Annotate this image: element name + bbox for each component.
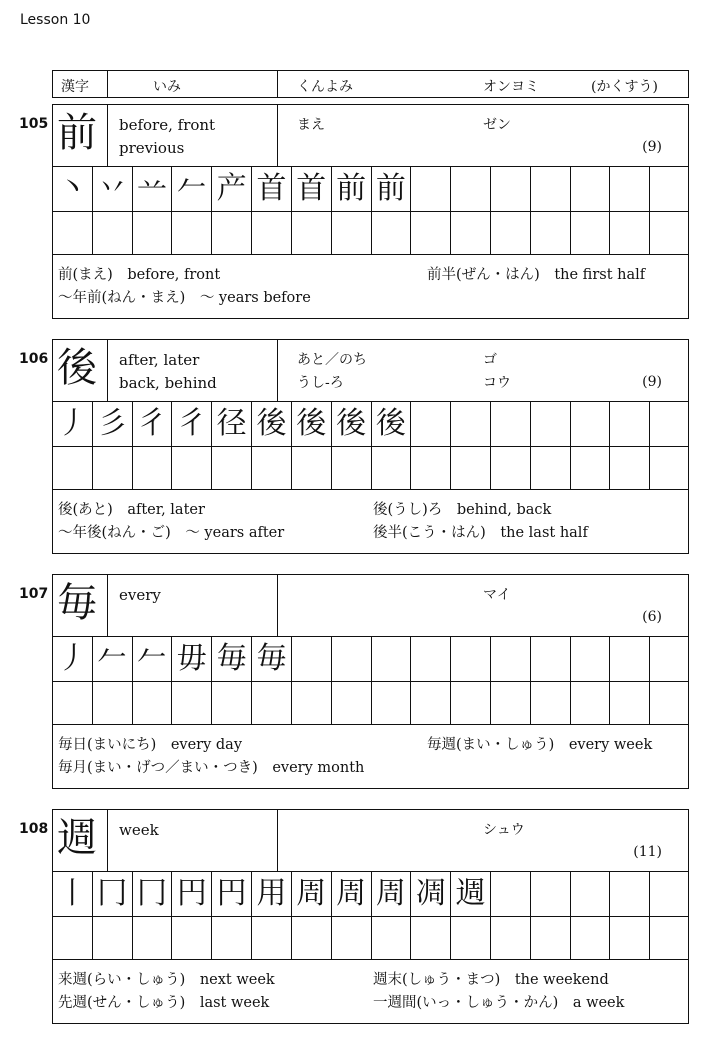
examples-box [52, 490, 689, 554]
stroke-order-cell [571, 402, 611, 446]
stroke-order-cell [610, 167, 650, 211]
practice-cell [650, 211, 690, 255]
practice-cell [172, 916, 212, 960]
practice-cell [212, 681, 252, 725]
stroke-order-cell: 後 [332, 402, 372, 446]
practice-cell [372, 681, 412, 725]
practice-cell [93, 446, 133, 490]
practice-row [53, 402, 688, 446]
practice-row [53, 446, 688, 490]
onyomi-reading [483, 349, 511, 395]
practice-row [53, 872, 688, 916]
onyomi-line: ゼン [483, 117, 511, 133]
stroke-order-cell: 𠂉 [133, 637, 173, 681]
practice-cell [531, 681, 571, 725]
practice-cell [610, 446, 650, 490]
practice-cell [451, 681, 491, 725]
stroke-order-cell: 𠂉 [93, 637, 133, 681]
kunyomi-line: まえ [297, 117, 325, 133]
stroke-order-cell: 周 [332, 872, 372, 916]
stroke-order-cell: 径 [212, 402, 252, 446]
example-item: 毎月(まい・げつ／まい・つき) every month [58, 760, 365, 776]
meaning-line: after, later [119, 351, 200, 369]
entry-info-box [52, 339, 689, 402]
meaning-line: back, behind [119, 374, 217, 392]
meaning-line: every [119, 586, 161, 604]
stroke-order-cell [491, 167, 531, 211]
stroke-order-cell [451, 167, 491, 211]
practice-cell [292, 916, 332, 960]
meaning-line: before, front [119, 116, 216, 134]
divider [107, 810, 108, 871]
stroke-practice-grid [52, 872, 689, 960]
onyomi-reading [483, 584, 511, 607]
practice-row [53, 211, 688, 255]
stroke-order-cell [610, 402, 650, 446]
practice-cell [292, 681, 332, 725]
practice-cell [372, 916, 412, 960]
entry-number: 105 [19, 116, 49, 132]
example-item: 毎日(まいにち) every day [58, 737, 243, 753]
practice-cell [212, 446, 252, 490]
stroke-order-cell: 丷 [93, 167, 133, 211]
row-divider [53, 446, 688, 447]
practice-cell [53, 446, 93, 490]
practice-cell [411, 446, 451, 490]
stroke-order-cell [531, 637, 571, 681]
header-kanji: 漢字 [61, 79, 89, 95]
stroke-order-cell [531, 872, 571, 916]
stroke-order-cell: 产 [212, 167, 252, 211]
divider [277, 71, 278, 97]
examples-box [52, 725, 689, 789]
practice-cell [610, 916, 650, 960]
practice-cell [491, 916, 531, 960]
stroke-order-cell: 丶 [53, 167, 93, 211]
kanji-character: 後 [57, 345, 97, 391]
meaning [119, 349, 217, 395]
stroke-order-cell: 前 [332, 167, 372, 211]
practice-cell [650, 446, 690, 490]
stroke-order-cell [571, 167, 611, 211]
practice-cell [212, 916, 252, 960]
example-item: 〜年後(ねん・ご) 〜 years after [58, 525, 285, 541]
practice-cell [332, 916, 372, 960]
kanji-character: 毎 [57, 580, 97, 626]
stroke-order-cell: 丨 [53, 872, 93, 916]
stroke-order-cell: 凋 [411, 872, 451, 916]
kanji-character: 週 [57, 815, 97, 861]
practice-cell [491, 681, 531, 725]
practice-cell [93, 211, 133, 255]
stroke-order-cell [491, 637, 531, 681]
column-header [52, 70, 689, 98]
practice-cell [93, 916, 133, 960]
practice-cell [411, 916, 451, 960]
example-item: 前(まえ) before, front [58, 267, 221, 283]
practice-cell [172, 681, 212, 725]
stroke-order-cell: 周 [372, 872, 412, 916]
example-item: 〜年前(ねん・まえ) 〜 years before [58, 290, 311, 306]
practice-cell [451, 446, 491, 490]
divider [277, 575, 278, 636]
stroke-order-cell: 後 [372, 402, 412, 446]
stroke-order-cell [571, 637, 611, 681]
practice-cell [451, 211, 491, 255]
stroke-order-cell [650, 167, 690, 211]
stroke-order-cell: 後 [252, 402, 292, 446]
kanji-character: 前 [57, 110, 97, 156]
practice-cell [372, 446, 412, 490]
divider [277, 810, 278, 871]
practice-cell [531, 446, 571, 490]
stroke-count: (11) [633, 844, 662, 860]
stroke-order-cell: 首 [292, 167, 332, 211]
row-divider [53, 916, 688, 917]
divider [277, 340, 278, 401]
stroke-order-cell [650, 402, 690, 446]
stroke-order-cell [411, 637, 451, 681]
row-divider [53, 211, 688, 212]
header-imi: いみ [153, 79, 181, 95]
stroke-count: (9) [642, 374, 662, 390]
entry-number: 107 [19, 586, 49, 602]
practice-cell [571, 211, 611, 255]
divider [107, 340, 108, 401]
kunyomi-reading [297, 349, 367, 395]
onyomi-line: コウ [483, 375, 511, 391]
stroke-order-cell: 毎 [252, 637, 292, 681]
practice-cell [571, 916, 611, 960]
stroke-order-cell [411, 167, 451, 211]
kunyomi-line: うし-ろ [297, 375, 344, 391]
practice-cell [491, 446, 531, 490]
stroke-order-cell: 前 [372, 167, 412, 211]
stroke-count: (9) [642, 139, 662, 155]
divider [107, 71, 108, 97]
entry-info-box [52, 809, 689, 872]
stroke-count: (6) [642, 609, 662, 625]
meaning [119, 114, 215, 160]
practice-cell [172, 446, 212, 490]
stroke-order-cell: 円 [172, 872, 212, 916]
practice-cell [292, 446, 332, 490]
practice-row [53, 167, 688, 211]
stroke-order-cell: 用 [252, 872, 292, 916]
stroke-order-cell [491, 402, 531, 446]
practice-cell [93, 681, 133, 725]
stroke-order-cell [531, 167, 571, 211]
header-kunyomi: くんよみ [297, 79, 353, 95]
stroke-order-cell: 毎 [212, 637, 252, 681]
example-item: 週末(しゅう・まつ) the weekend [373, 972, 609, 988]
practice-row [53, 637, 688, 681]
entry-info-box [52, 574, 689, 637]
onyomi-line: シュウ [483, 822, 525, 838]
stroke-order-cell: 周 [292, 872, 332, 916]
stroke-order-cell [610, 872, 650, 916]
practice-cell [53, 916, 93, 960]
practice-cell [531, 211, 571, 255]
kunyomi-reading [297, 114, 325, 137]
stroke-practice-grid [52, 402, 689, 490]
stroke-order-cell [491, 872, 531, 916]
practice-cell [650, 916, 690, 960]
entry-info-box [52, 104, 689, 167]
practice-cell [610, 681, 650, 725]
stroke-order-cell [650, 637, 690, 681]
practice-cell [332, 211, 372, 255]
stroke-order-cell [411, 402, 451, 446]
lesson-title: Lesson 10 [20, 12, 91, 28]
row-divider [53, 681, 688, 682]
stroke-order-cell [451, 402, 491, 446]
stroke-order-cell: 彳 [172, 402, 212, 446]
example-item: 後(あと) after, later [58, 502, 205, 518]
stroke-order-cell [372, 637, 412, 681]
practice-cell [610, 211, 650, 255]
practice-cell [372, 211, 412, 255]
stroke-order-cell [571, 872, 611, 916]
stroke-order-cell: 円 [212, 872, 252, 916]
stroke-practice-grid [52, 637, 689, 725]
meaning-line: previous [119, 139, 185, 157]
header-kakusu: (かくすう) [591, 79, 658, 95]
example-item: 毎週(まい・しゅう) every week [427, 737, 653, 753]
onyomi-reading [483, 114, 511, 137]
practice-cell [332, 681, 372, 725]
practice-cell [650, 681, 690, 725]
stroke-order-cell [292, 637, 332, 681]
stroke-order-cell: 冂 [93, 872, 133, 916]
practice-cell [451, 916, 491, 960]
practice-row [53, 916, 688, 960]
stroke-order-cell [610, 637, 650, 681]
practice-cell [571, 446, 611, 490]
divider [277, 105, 278, 166]
stroke-order-cell: 首 [252, 167, 292, 211]
practice-cell [252, 916, 292, 960]
practice-cell [53, 681, 93, 725]
onyomi-line: ゴ [483, 352, 497, 368]
stroke-order-cell: 彡 [93, 402, 133, 446]
stroke-practice-grid [52, 167, 689, 255]
divider [107, 105, 108, 166]
practice-cell [292, 211, 332, 255]
example-item: 後半(こう・はん) the last half [373, 525, 588, 541]
example-item: 来週(らい・しゅう) next week [58, 972, 275, 988]
stroke-order-cell: 丿 [53, 402, 93, 446]
practice-row [53, 681, 688, 725]
divider [107, 575, 108, 636]
stroke-order-cell [650, 872, 690, 916]
practice-cell [252, 681, 292, 725]
practice-cell [53, 211, 93, 255]
stroke-order-cell: 冂 [133, 872, 173, 916]
practice-cell [252, 446, 292, 490]
example-item: 前半(ぜん・はん) the first half [427, 267, 646, 283]
entry-number: 108 [19, 821, 49, 837]
onyomi-line: マイ [483, 587, 511, 603]
meaning [119, 819, 159, 842]
meaning [119, 584, 161, 607]
practice-cell [172, 211, 212, 255]
practice-cell [133, 681, 173, 725]
examples-box [52, 960, 689, 1024]
practice-cell [212, 211, 252, 255]
practice-cell [133, 211, 173, 255]
practice-cell [571, 681, 611, 725]
stroke-order-cell [332, 637, 372, 681]
stroke-order-cell: 丿 [53, 637, 93, 681]
stroke-order-cell: 後 [292, 402, 332, 446]
practice-cell [332, 446, 372, 490]
onyomi-reading [483, 819, 525, 842]
stroke-order-cell: 䒑 [133, 167, 173, 211]
practice-cell [531, 916, 571, 960]
practice-cell [133, 916, 173, 960]
practice-cell [411, 211, 451, 255]
examples-box [52, 255, 689, 319]
stroke-order-cell: 𠂉 [172, 167, 212, 211]
stroke-order-cell: 彳 [133, 402, 173, 446]
practice-cell [491, 211, 531, 255]
example-item: 一週間(いっ・しゅう・かん) a week [373, 995, 625, 1011]
stroke-order-cell [531, 402, 571, 446]
entry-number: 106 [19, 351, 49, 367]
practice-cell [411, 681, 451, 725]
practice-cell [252, 211, 292, 255]
practice-cell [133, 446, 173, 490]
header-onyomi: オンヨミ [483, 79, 539, 95]
example-item: 先週(せん・しゅう) last week [58, 995, 270, 1011]
example-item: 後(うし)ろ behind, back [373, 502, 552, 518]
stroke-order-cell: 毋 [172, 637, 212, 681]
stroke-order-cell: 週 [451, 872, 491, 916]
meaning-line: week [119, 821, 159, 839]
kunyomi-line: あと／のち [297, 352, 367, 368]
stroke-order-cell [451, 637, 491, 681]
